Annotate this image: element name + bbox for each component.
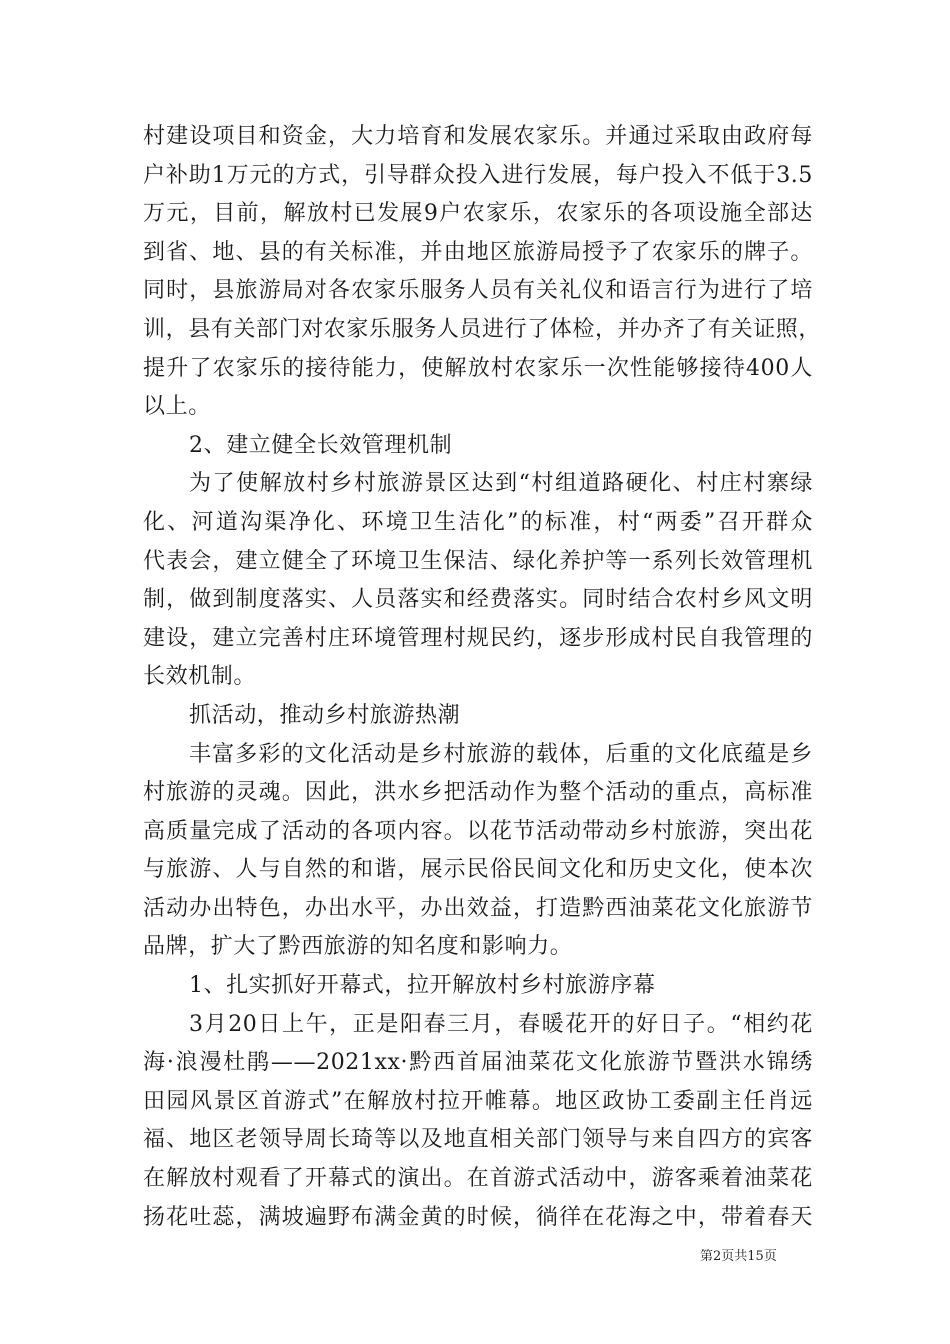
text-line: 以上。 bbox=[143, 394, 211, 420]
text-line: 万元，目前，解放村已发展9户农家乐，农家乐的各项设施全部达 bbox=[143, 201, 813, 227]
text-line: 户补助1万元的方式，引导群众投入进行发展，每户投入不低于3.5 bbox=[143, 162, 813, 188]
text-line: 村旅游的灵魂。因此，洪水乡把活动作为整个活动的重点，高标准 bbox=[143, 780, 813, 806]
text-line: 1、扎实抓好开幕式，拉开解放村乡村旅游序幕 bbox=[189, 973, 656, 999]
text-line: 长效机制。 bbox=[143, 664, 257, 690]
text-line: 到省、地、县的有关标准，并由地区旅游局授予了农家乐的牌子。 bbox=[143, 239, 813, 265]
text-line: 化、河道沟渠净化、环境卫生洁化”的标准，村“两委”召开群众 bbox=[143, 509, 813, 535]
document-body bbox=[143, 118, 822, 1237]
text-line: 海·浪漫杜鹃——2021xx·黔西首届油菜花文化旅游节暨洪水锦绣 bbox=[143, 1050, 813, 1076]
text-line: 提升了农家乐的接待能力，使解放村农家乐一次性能够接待400人 bbox=[143, 355, 813, 381]
text-line: 扬花吐蕊，满坡遍野布满金黄的时候，徜徉在花海之中，带着春天 bbox=[143, 1204, 813, 1230]
text-line: 2、建立健全长效管理机制 bbox=[189, 432, 453, 458]
text-line: 在解放村观看了开幕式的演出。在首游式活动中，游客乘着油菜花 bbox=[143, 1166, 813, 1192]
text-line: 高质量完成了活动的各项内容。以花节活动带动乡村旅游，突出花 bbox=[143, 818, 813, 844]
text-line: 制，做到制度落实、人员落实和经费落实。同时结合农村乡风文明 bbox=[143, 587, 813, 613]
text-line: 田园风景区首游式”在解放村拉开帷幕。地区政协工委副主任肖远 bbox=[143, 1088, 813, 1114]
text-line: 品牌，扩大了黔西旅游的知名度和影响力。 bbox=[143, 934, 573, 960]
text-line: 福、地区老领导周长琦等以及地直相关部门领导与来自四方的宾客 bbox=[143, 1127, 813, 1153]
page-number-footer: 第2页共15页 bbox=[700, 1249, 777, 1264]
text-line: 村建设项目和资金，大力培育和发展农家乐。并通过采取由政府每 bbox=[143, 124, 813, 149]
text-line: 抓活动，推动乡村旅游热潮 bbox=[189, 702, 461, 728]
text-line: 丰富多彩的文化活动是乡村旅游的载体，后重的文化底蕴是乡 bbox=[189, 741, 813, 767]
text-line: 建设，建立完善村庄环境管理村规民约，逐步形成村民自我管理的 bbox=[143, 625, 813, 651]
text-line: 活动办出特色，办出水平，办出效益，打造黔西油菜花文化旅游节 bbox=[143, 895, 813, 921]
text-line: 同时，县旅游局对各农家乐服务人员有关礼仪和语言行为进行了培 bbox=[143, 278, 813, 304]
text-line: 与旅游、人与自然的和谐，展示民俗民间文化和历史文化，使本次 bbox=[143, 857, 813, 883]
text-line: 训，县有关部门对农家乐服务人员进行了体检，并办齐了有关证照， bbox=[143, 316, 822, 342]
text-line: 为了使解放村乡村旅游景区达到“村组道路硬化、村庄村寨绿 bbox=[189, 471, 813, 497]
text-line: 3月20日上午，正是阳春三月，春暖花开的好日子。“相约花 bbox=[189, 1011, 813, 1037]
text-line: 代表会，建立健全了环境卫生保洁、绿化养护等一系列长效管理机 bbox=[143, 548, 813, 574]
